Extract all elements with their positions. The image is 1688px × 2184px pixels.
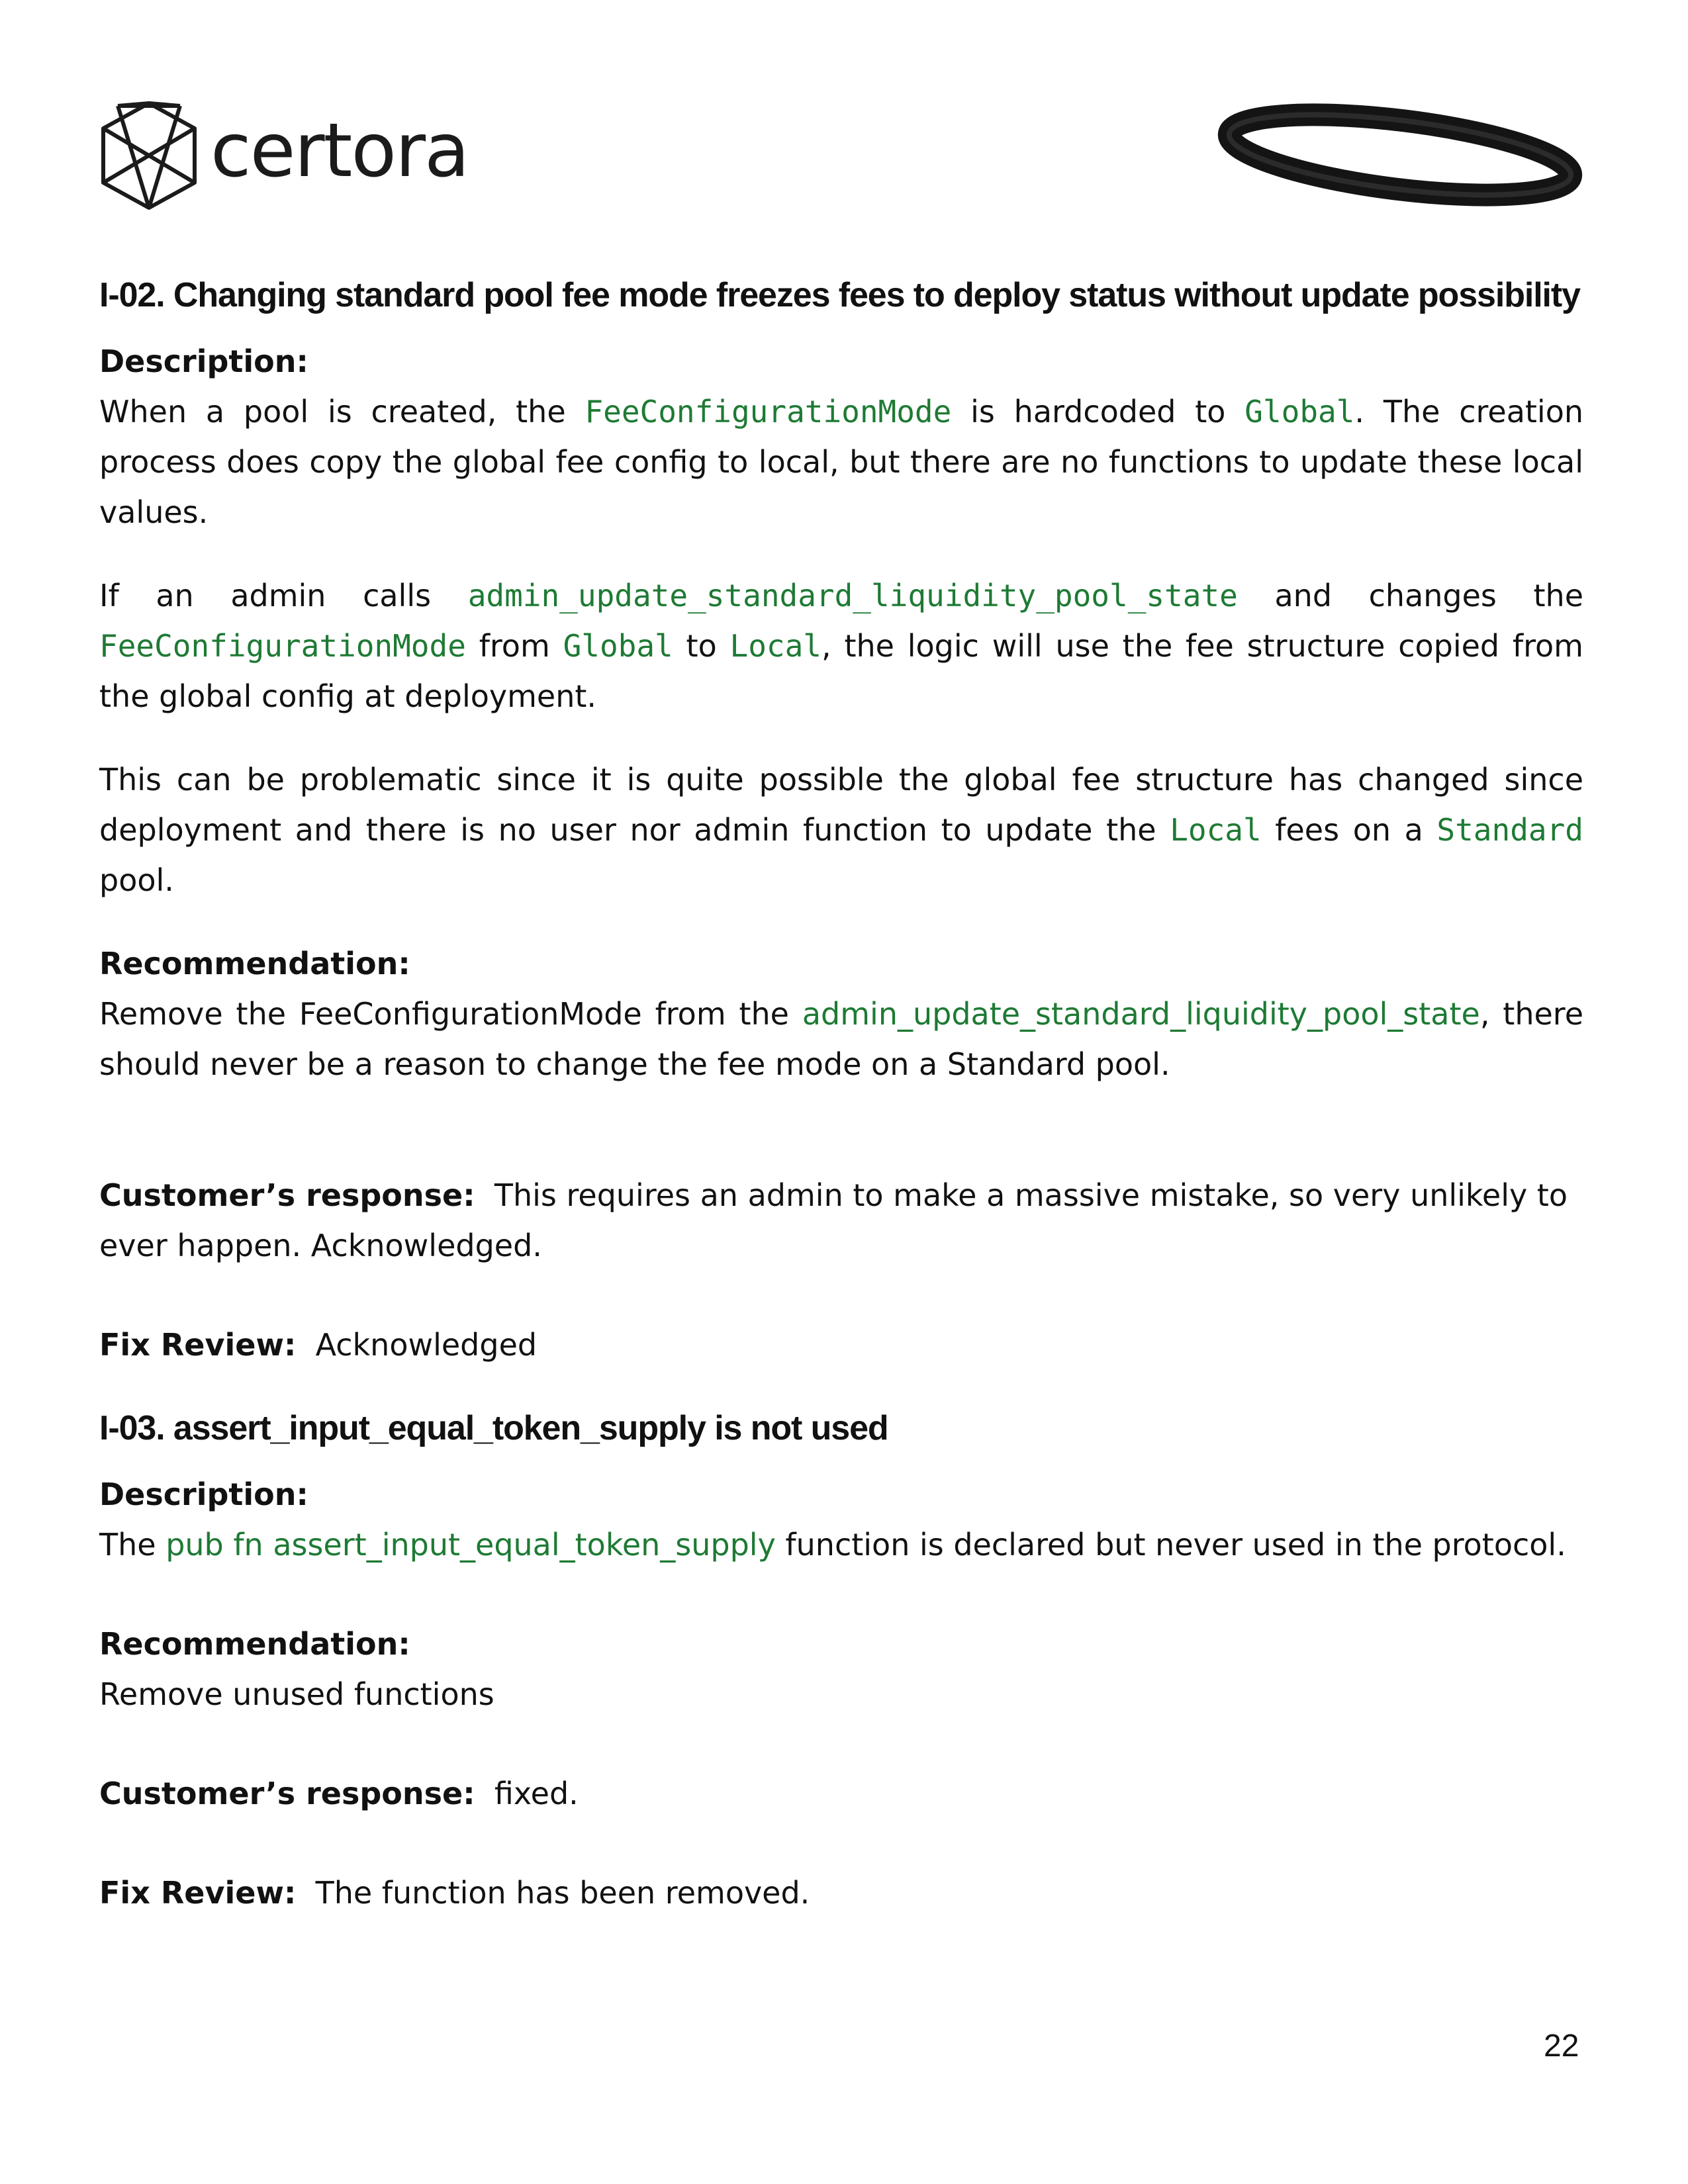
code-span: FeeConfigurationMode	[99, 628, 466, 664]
recommendation-paragraph: Remove the FeeConfigurationMode from the admin_update_standard_liquidity_pool_state, there should never be a reason to change the fee mode on a Standard pool.	[99, 996, 1584, 1082]
recommendation-label: Recommendation:	[99, 946, 410, 981]
description-label: Description:	[99, 1477, 308, 1512]
recommendation-label: Recommendation:	[99, 1626, 410, 1662]
customer-response-label: Customer’s response:	[99, 1177, 475, 1213]
document-body	[99, 270, 1583, 1918]
code-span: Local	[729, 628, 822, 664]
code-span: FeeConfigurationMode	[585, 394, 952, 430]
function-name: admin_update_standard_liquidity_pool_state	[802, 996, 1480, 1032]
certora-hexagon-logo-icon	[99, 99, 199, 212]
description-label: Description:	[99, 343, 308, 379]
fix-review-label: Fix Review:	[99, 1327, 297, 1363]
certora-logo	[99, 99, 470, 212]
customer-response: Customer’s response: This requires an admin to make a massive mistake, so very unlikely to ever happen. Acknowledged.	[99, 1177, 1568, 1263]
customer-response-label: Customer’s response:	[99, 1776, 475, 1811]
section-title-i02: I-02. Changing standard pool fee mode freezes fees to deploy status without update possibility	[99, 276, 1580, 314]
function-name: pub fn assert_input_equal_token_supply	[165, 1527, 776, 1563]
recommendation-paragraph: Remove unused functions	[99, 1676, 494, 1712]
code-span: Local	[1170, 812, 1262, 848]
black-ring-icon	[1211, 99, 1589, 212]
fix-review: Fix Review: Acknowledged	[99, 1327, 538, 1363]
code-span: Global	[1244, 394, 1355, 430]
fix-review-label: Fix Review:	[99, 1875, 297, 1911]
code-span: Global	[563, 628, 673, 664]
description-paragraph: This can be problematic since it is quite possible the global fee structure has changed since deployment and there is no user nor admin function to update the Local fees on a Standard pool.	[99, 762, 1583, 898]
description-paragraph: When a pool is created, the FeeConfigurationMode is hardcoded to Global. The creation process does copy the global fee config to local, but there are no functions to update these local values.	[99, 394, 1583, 530]
fix-review: Fix Review: The function has been removed.	[99, 1875, 810, 1911]
code-span: admin_update_standard_liquidity_pool_state	[467, 578, 1238, 614]
code-span: Standard	[1436, 812, 1583, 848]
description-paragraph: If an admin calls admin_update_standard_liquidity_pool_state and changes the FeeConfigurationMode from Global to Local, the logic will use the fee structure copied from the global config at deployment.	[99, 578, 1584, 714]
description-paragraph: The pub fn assert_input_equal_token_supply function is declared but never used in the protocol.	[99, 1527, 1566, 1563]
page-number: 22	[1544, 2028, 1579, 2064]
customer-response: Customer’s response: fixed.	[99, 1776, 579, 1811]
section-title-i03: I-03. assert_input_equal_token_supply is not used	[99, 1409, 888, 1447]
logo-wordmark: certora	[211, 108, 469, 194]
